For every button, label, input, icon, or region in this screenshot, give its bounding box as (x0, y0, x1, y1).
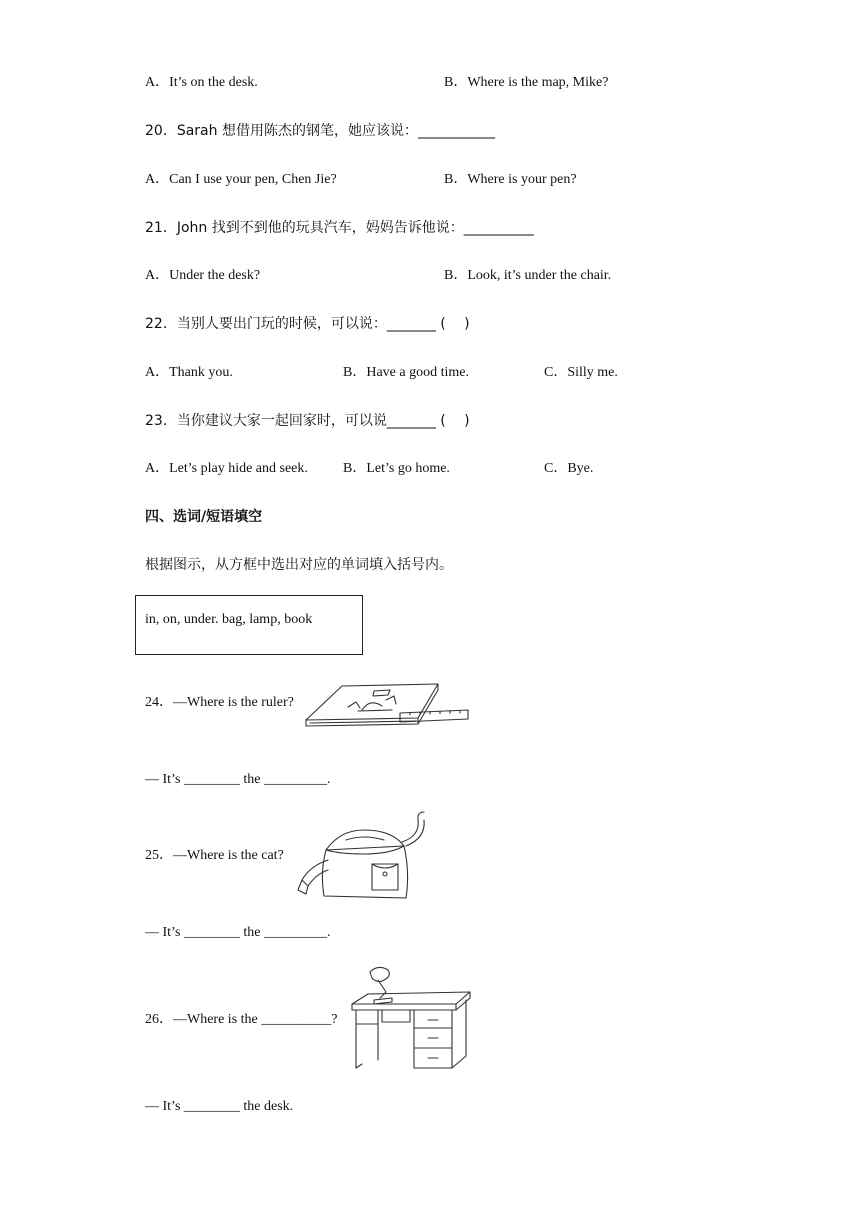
q22-prompt: 22．当别人要出门玩的时候，可以说：_______ ( ) (145, 316, 470, 332)
q20-prompt: 20．Sarah 想借用陈杰的钢笔，她应该说：___________ (145, 123, 495, 139)
q26-question: 26．—Where is the __________? (145, 1012, 338, 1027)
q23-prompt: 23．当你建议大家一起回家时，可以说_______ ( ) (145, 413, 470, 429)
section-instruction: 根据图示，从方框中选出对应的单词填入括号内。 (145, 557, 453, 573)
q21-prompt: 21．John 找到不到他的玩具汽车，妈妈告诉他说：__________ (145, 220, 534, 236)
q23-option-c: C．Bye. (544, 461, 594, 476)
q22-option-a: A．Thank you. (145, 365, 233, 380)
book-and-ruler-illustration (300, 680, 475, 732)
word-box-text: in, on, under. bag, lamp, book (145, 612, 313, 627)
q24-answer: — It’s ________ the _________. (145, 772, 331, 787)
q21-option-a: A．Under the desk? (145, 268, 261, 283)
lamp-on-desk-illustration (348, 964, 473, 1074)
q22-option-b: B．Have a good time. (343, 365, 469, 380)
section-heading: 四、选词/短语填空 (145, 509, 263, 525)
q20-option-b: B．Where is your pen? (444, 172, 577, 187)
q19-option-a: A．It’s on the desk. (145, 75, 258, 90)
cat-in-bag-illustration (294, 810, 434, 902)
q19-option-b: B．Where is the map, Mike? (444, 75, 609, 90)
q20-option-a: A．Can I use your pen, Chen Jie? (145, 172, 337, 187)
q26-answer: — It’s ________ the desk. (145, 1099, 294, 1114)
q22-option-c: C．Silly me. (544, 365, 618, 380)
q24-question: 24．—Where is the ruler? (145, 695, 294, 710)
q25-answer: — It’s ________ the _________. (145, 925, 331, 940)
q23-option-b: B．Let’s go home. (343, 461, 450, 476)
q21-option-b: B．Look, it’s under the chair. (444, 268, 612, 283)
q25-question: 25．—Where is the cat? (145, 848, 284, 863)
word-box (135, 595, 363, 655)
q23-option-a: A．Let’s play hide and seek. (145, 461, 308, 476)
